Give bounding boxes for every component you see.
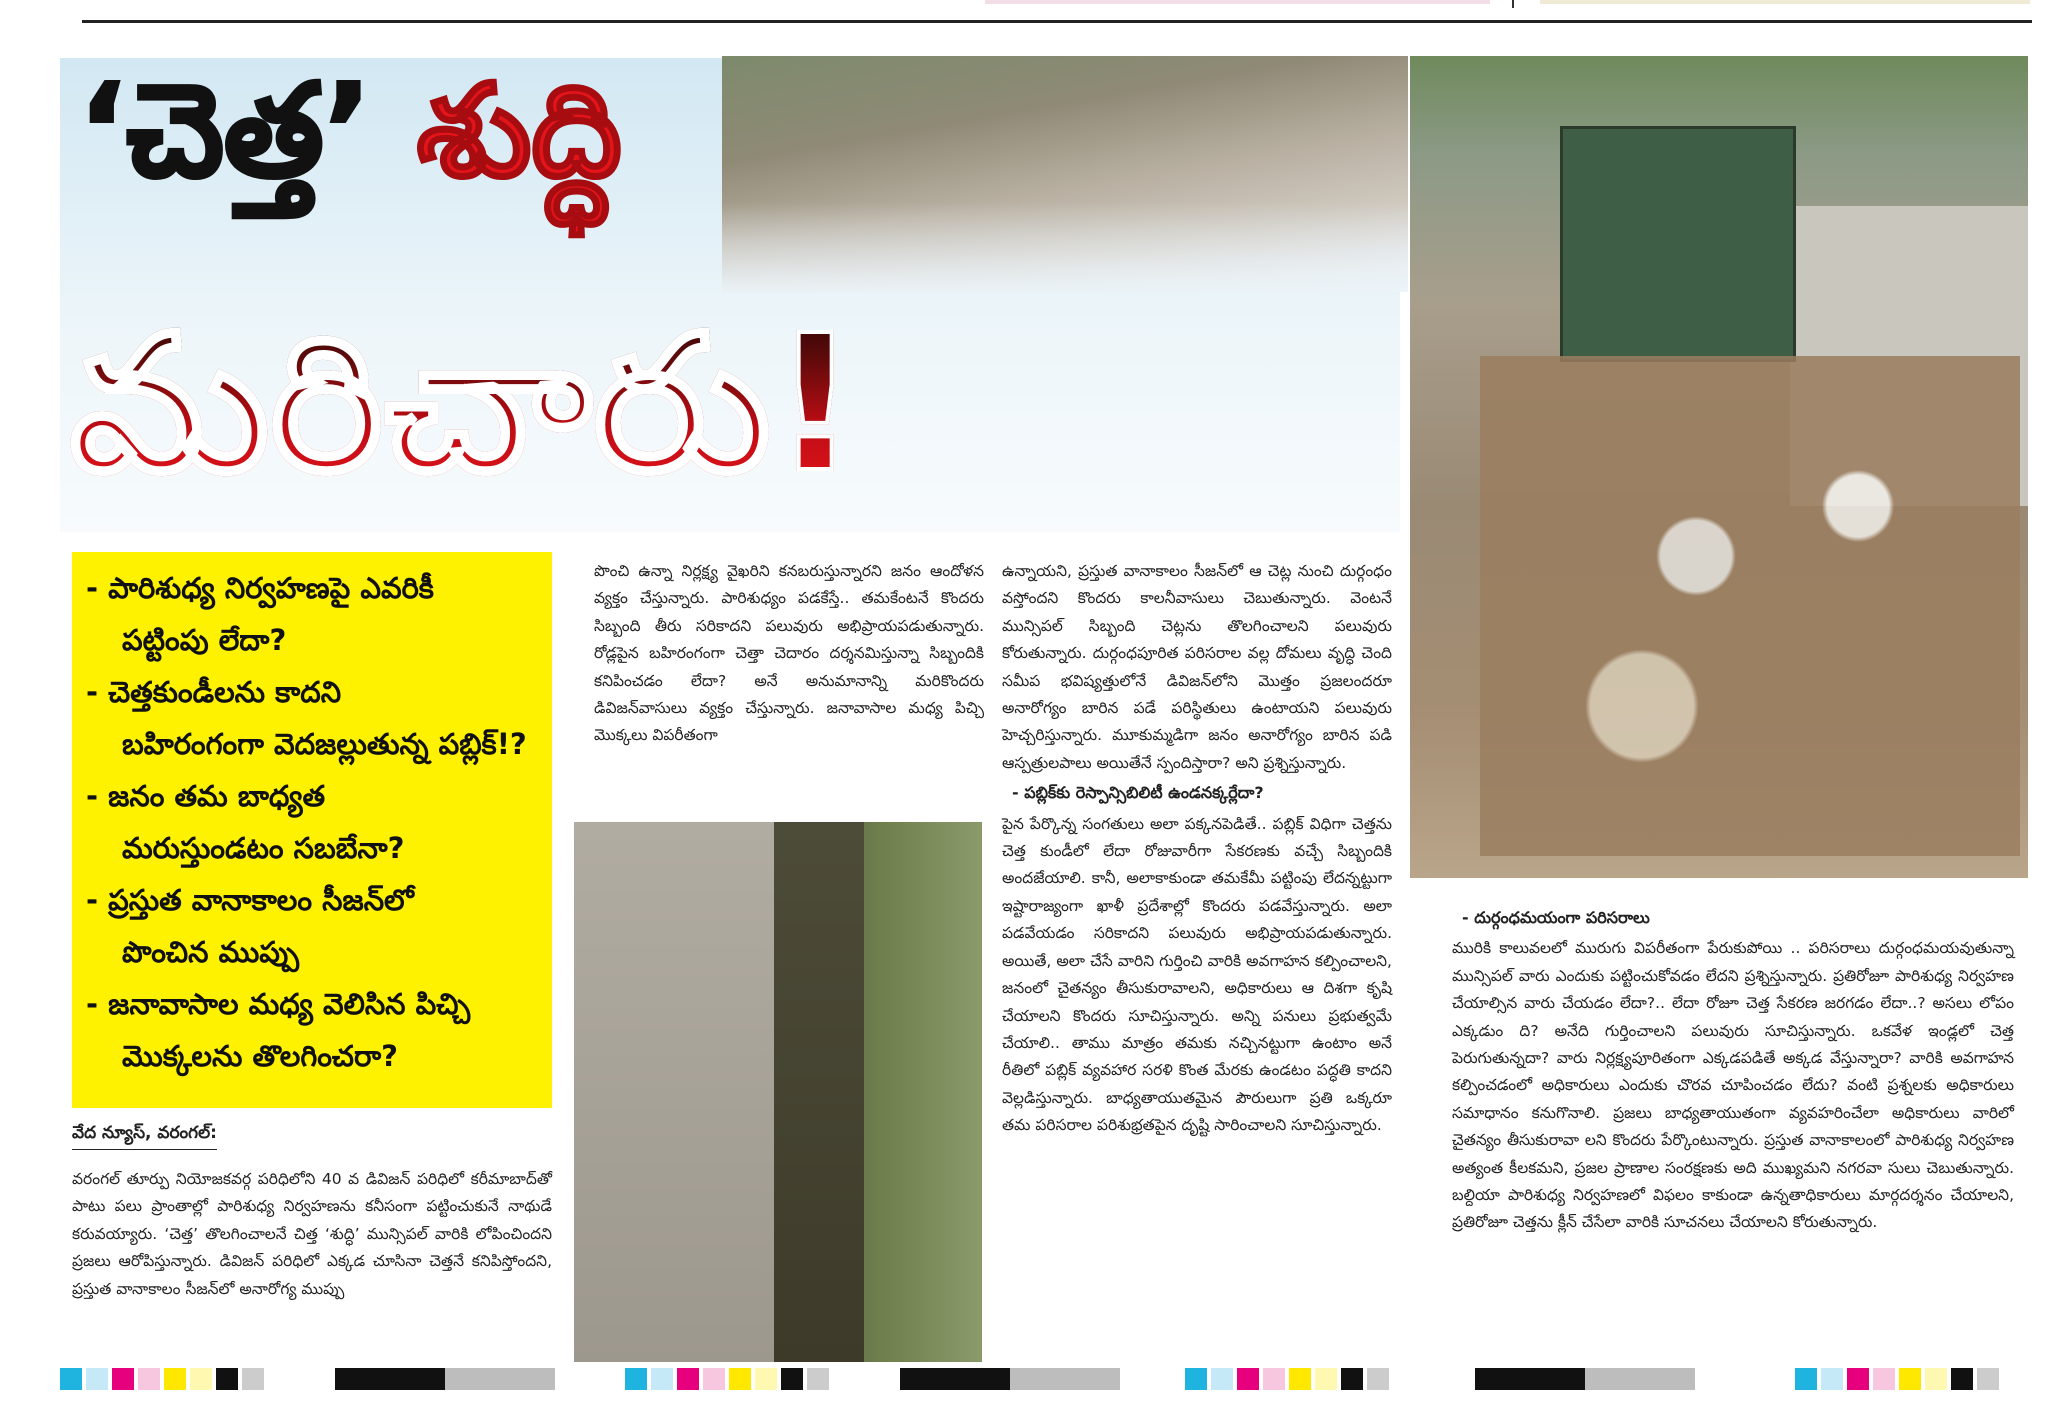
registration-swatch bbox=[335, 1368, 445, 1390]
registration-swatch bbox=[1899, 1368, 1921, 1390]
registration-swatch bbox=[1367, 1368, 1389, 1390]
registration-swatch bbox=[190, 1368, 212, 1390]
page-top-rule bbox=[82, 20, 2032, 23]
registration-swatch bbox=[1977, 1368, 1999, 1390]
headline-red-word: శుద్ధి bbox=[416, 57, 622, 206]
highlight-line: - జనావాసాల మధ్య వెలిసిన పిచ్చి bbox=[86, 987, 471, 1021]
registration-swatch bbox=[1315, 1368, 1337, 1390]
registration-swatch bbox=[1211, 1368, 1233, 1390]
registration-swatch bbox=[1185, 1368, 1207, 1390]
photo-garbage-drain bbox=[722, 56, 1408, 292]
registration-swatch bbox=[138, 1368, 160, 1390]
registration-swatch bbox=[900, 1368, 1010, 1390]
top-color-band-cream bbox=[1540, 0, 2030, 4]
registration-swatch bbox=[1289, 1368, 1311, 1390]
headline-quote-word: ‘చెత్త’ bbox=[78, 57, 373, 206]
highlight-item bbox=[86, 978, 538, 1082]
registration-swatch bbox=[755, 1368, 777, 1390]
article-column-4 bbox=[1452, 902, 2014, 1237]
registration-swatch bbox=[651, 1368, 673, 1390]
highlight-line: పొంచిన ముప్పు bbox=[122, 935, 300, 969]
highlight-item bbox=[86, 874, 538, 978]
highlight-line: - చెత్తకుండీలను కాదని bbox=[86, 675, 342, 709]
top-color-band-pink bbox=[985, 0, 1490, 4]
registration-swatch bbox=[1821, 1368, 1843, 1390]
highlight-line: మరుస్తుండటం సబబేనా? bbox=[122, 831, 405, 865]
registration-swatch bbox=[1237, 1368, 1259, 1390]
registration-swatch bbox=[1475, 1368, 1585, 1390]
registration-swatch bbox=[445, 1368, 555, 1390]
highlight-line: బహిరంగంగా వెదజల్లుతున్న పబ్లిక్!? bbox=[122, 727, 527, 761]
article-paragraph: మురికి కాలువలలో మురుగు విపరీతంగా పేరుకుపోయి .. పరిసరాలు దుర్గంధమయవుతున్నా మున్సిపల్ వారు ఎందుకు పట్టించుకోవడం లేదని ప్రశ్నిస్తున్నారు. ప్రతిరోజూ పారిశుధ్య నిర్వహణ చేయాల్సిన వారు చేయడం లేదా?.. లేదా రోజూ చెత్త సేకరణ జరగడం లేదా..? అసలు లోపం ఎక్కడుం ది? అనేది గుర్తించాలని పలువురు సూచిస్తున్నారు. ఒకవేళ ఇండ్లలో చెత్త పెరుగుతున్నదా? వారు నిర్లక్ష్యపూరితంగా ఎక్కడపడితే అక్కడ వేస్తున్నారా? వారికి అవగాహన కల్పించడంలో అధికారులు ఎందుకు చొరవ చూపించడం లేదు? వంటి ప్రశ్నలకు అధికారులు సమాధానం కనుగొనాలి. ప్రజలు బాధ్యతాయుతంగా వ్యవహరించేలా అధికారులు వారిలో చైతన్యం తీసుకురావా లని కొందరు పేర్కొంటున్నారు. ప్రస్తుత వానాకాలంలో పారిశుధ్య నిర్వహణ అత్యంత కీలకమని, ప్రజల ప్రాణాల సంరక్షణకు అది ముఖ్యమని నగరవా సులు చెబుతున్నారు. బల్దియా పారిశుధ్య నిర్వహణలో విఫలం కాకుండా ఉన్నతాధికారులు మార్గదర్శనం చేయాలని, ప్రతిరోజూ చెత్తను క్లీన్ చేసేలా వారికి సూచనలు చేయాలని కోరుతున్నారు. bbox=[1452, 939, 2014, 1232]
registration-swatch bbox=[216, 1368, 238, 1390]
article-subheading: - పబ్లిక్‌కు రెస్పాన్సిబిలిటీ ఉండనక్కర్లేదా? bbox=[1012, 783, 1264, 803]
highlight-line: - ప్రస్తుత వానాకాలం సీజన్‌లో bbox=[86, 883, 414, 917]
registration-swatch bbox=[86, 1368, 108, 1390]
article-subheading: - దుర్గంధమయంగా పరిసరాలు bbox=[1462, 908, 1650, 927]
registration-swatch bbox=[781, 1368, 803, 1390]
highlight-line: మొక్కలను తొలగించరా? bbox=[122, 1039, 398, 1073]
registration-swatch bbox=[729, 1368, 751, 1390]
registration-swatch bbox=[242, 1368, 264, 1390]
highlight-line: పట్టింపు లేదా? bbox=[122, 623, 287, 657]
registration-swatch bbox=[1263, 1368, 1285, 1390]
registration-swatch bbox=[1951, 1368, 1973, 1390]
registration-swatch bbox=[1795, 1368, 1817, 1390]
top-separator bbox=[1512, 0, 1514, 8]
registration-swatch bbox=[1010, 1368, 1120, 1390]
registration-swatch bbox=[1585, 1368, 1695, 1390]
photo-drain-channel bbox=[574, 822, 982, 1362]
registration-swatch bbox=[1341, 1368, 1363, 1390]
registration-swatch bbox=[625, 1368, 647, 1390]
registration-swatch bbox=[1925, 1368, 1947, 1390]
photo-garbage-dump-bins bbox=[1410, 56, 2028, 878]
highlight-line: - పారిశుధ్య నిర్వహణపై ఎవరికీ bbox=[86, 571, 434, 605]
highlight-item bbox=[86, 666, 538, 770]
article-paragraph: పైన పేర్కొన్న సంగతులు అలా పక్కనపెడితే.. పబ్లిక్ విధిగా చెత్తను చెత్త కుండీలో లేదా రోజువారీగా సేకరణకు వచ్చే సిబ్బందికి అందజేయాలి. కానీ, అలాకాకుండా తమకేమీ పట్టింపు లేదన్నట్టుగా ఇష్టారాజ్యంగా ఖాళీ ప్రదేశాల్లో కొందరు పడవేస్తున్నారు. అలా పడవేయడం సరికాదని పలువురు అభిప్రాయపడుతున్నారు. అయితే, అలా చేసే వారిని గుర్తించి వారికి అవగాహన కల్పించాలని, జనంలో చైతన్యం తీసుకురావాలని, అధికారులు ఆ దిశగా కృషి చేయాలని కొందరు సూచిస్తున్నారు. అన్ని పనులు ప్రభుత్వమే చేయాలి.. తాము మాత్రం తమకు నచ్చినట్టుగా ఉంటాం అనే రీతిలో పబ్లిక్ వ్యవహార సరళి కొంత మేరకు ఉండటం పద్ధతి కాదని వెల్లడిస్తున్నారు. బాధ్యతాయుతమైన పౌరులుగా ప్రతి ఒక్కరూ తమ పరిసరాల పరిశుభ్రతపైన దృష్టి సారించాలని సూచిస్తున్నారు. bbox=[1002, 814, 1392, 1135]
registration-swatch bbox=[1873, 1368, 1895, 1390]
highlight-line: - జనం తమ బాధ్యత bbox=[86, 779, 326, 813]
article-column-2: పొంచి ఉన్నా నిర్లక్ష్య వైఖరిని కనబరుస్తున్నారని జనం ఆందోళన వ్యక్తం చేస్తున్నారు. పారిశుధ్యం పడకేస్తే.. తమకేంటనే కొందరు సిబ్బంది తీరు సరికాదని పలువురు అభిప్రాయపడుతున్నారు. రోడ్లపైన బహిరంగంగా చెత్తా చెదారం దర్శనమిస్తున్నా సిబ్బందికి కనిపించడం లేదా? అనే అనుమానాన్ని మరికొందరు డివిజన్‌వాసులు వ్యక్తం చేస్తున్నారు. జనావాసాల మధ్య పిచ్చి మొక్కలు విపరీతంగా bbox=[594, 562, 984, 745]
article-column-3 bbox=[1002, 558, 1392, 1140]
article-column-1: వరంగల్ తూర్పు నియోజకవర్గ పరిధిలోని 40 వ డివిజన్ పరిధిలో కరీమాబాద్‌తో పాటు పలు ప్రాంతాల్లో పారిశుధ్య నిర్వహణను కనీసంగా పట్టించుకునే నాథుడే కరువయ్యారు. ‘చెత్త’ తొలగించాలనే చిత్త ‘శుద్ధి’ మున్సిపల్ వారికి లోపించిందని ప్రజలు ఆరోపిస్తున్నారు. డివిజన్ పరిధిలో ఎక్కడ చూసినా చెత్తనే కనిపిస్తోందని, ప్రస్తుత వానాకాలం సీజన్‌లో అనారోగ్య ముప్పు bbox=[72, 1170, 553, 1298]
registration-swatch bbox=[112, 1368, 134, 1390]
article-paragraph: ఉన్నాయని, ప్రస్తుత వానాకాలం సీజన్‌లో ఆ చెట్ల నుంచి దుర్గంధం వస్తోందని కొందరు కాలనీవాసులు చెబుతున్నారు. వెంటనే మున్సిపల్ సిబ్బంది చెట్లను తొలగించాలని పలువురు కోరుతున్నారు. దుర్గంధపూరిత పరిసరాల వల్ల దోమలు వృద్ధి చెంది సమీప భవిష్యత్తులోనే డివిజన్‌లోని మొత్తం ప్రజలందరూ అనారోగ్యం బారిన పడే పరిస్థితులు ఉంటాయని పలువురు హెచ్చరిస్తున్నారు. మూకుమ్మడిగా జనం అనారోగ్యం బారిన పడి ఆస్పత్రులపాలు అయితేనే స్పందిస్తారా? అని ప్రశ్నిస్తున్నారు. bbox=[1002, 562, 1392, 772]
headline-line-1 bbox=[78, 57, 622, 206]
highlight-item bbox=[86, 770, 538, 874]
registration-swatch bbox=[703, 1368, 725, 1390]
registration-swatch bbox=[807, 1368, 829, 1390]
registration-swatch bbox=[1847, 1368, 1869, 1390]
registration-swatch bbox=[164, 1368, 186, 1390]
headline-line-2: మరిచారు! bbox=[70, 290, 860, 520]
highlight-item bbox=[86, 562, 538, 666]
byline: వేద న్యూస్, వరంగల్: bbox=[72, 1120, 217, 1150]
highlights-box bbox=[72, 552, 552, 1108]
registration-swatch bbox=[60, 1368, 82, 1390]
registration-swatch bbox=[677, 1368, 699, 1390]
print-color-registration-strip bbox=[0, 1368, 2067, 1390]
